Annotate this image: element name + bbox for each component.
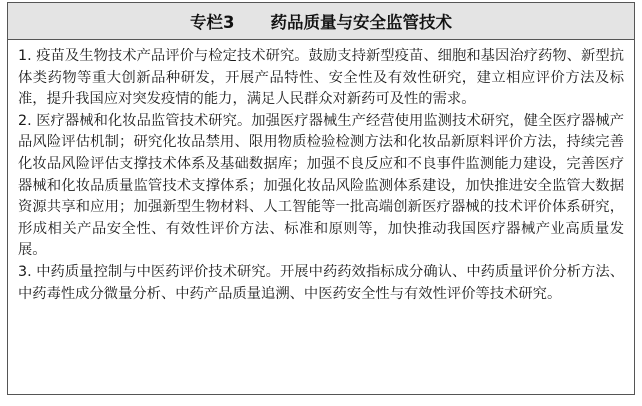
column-box: [7, 2, 635, 395]
column-body: [8, 40, 634, 305]
item-tcm-quality: 3. 中药质量控制与中医药评价技术研究。开展中药药效指标成分确认、中药质量评价分析方法、中药毒性成分微量分析、中药产品质量追溯、中医药安全性与有效性评价等技术研究。: [18, 263, 624, 302]
cut-off-following-text: [4, 394, 642, 406]
item-vaccine-biotech: 1. 疫苗及生物技术产品评价与检定技术研究。鼓励支持新型疫苗、细胞和基因治疗药物、新型抗体类药物等重大创新品种研发，开展产品特性、安全性及有效性研究，建立相应评价方法及标准，提升我国应对突发疫情的能力，满足人民群众对新药可及性的需求。: [18, 48, 624, 108]
column-number: 专栏3: [190, 13, 235, 32]
column-title: 药品质量与安全监管技术: [270, 13, 452, 32]
item-medical-devices-cosmetics: 2. 医疗器械和化妆品监管技术研究。加强医疗器械生产经营使用监测技术研究，健全医疗器械产品风险评估机制；研究化妆品禁用、限用物质检验检测方法和化妆品新原料评价方法，持续完善化妆品风险评估支撑技术体系及基础数据库；加强不良反应和不良事件监测能力建设，完善医疗器械和化妆品质量监管技术支撑体系；加强化妆品风险监测体系建设，加快推进安全监管大数据资源共享和应用；加强新型生物材料、人工智能等一批高端创新医疗器械的技术评价体系研究，形成相关产品安全性、有效性评价方法、标准和原则等，加快推动我国医疗器械产业高质量发展。: [18, 112, 624, 259]
column-header: [8, 3, 634, 40]
